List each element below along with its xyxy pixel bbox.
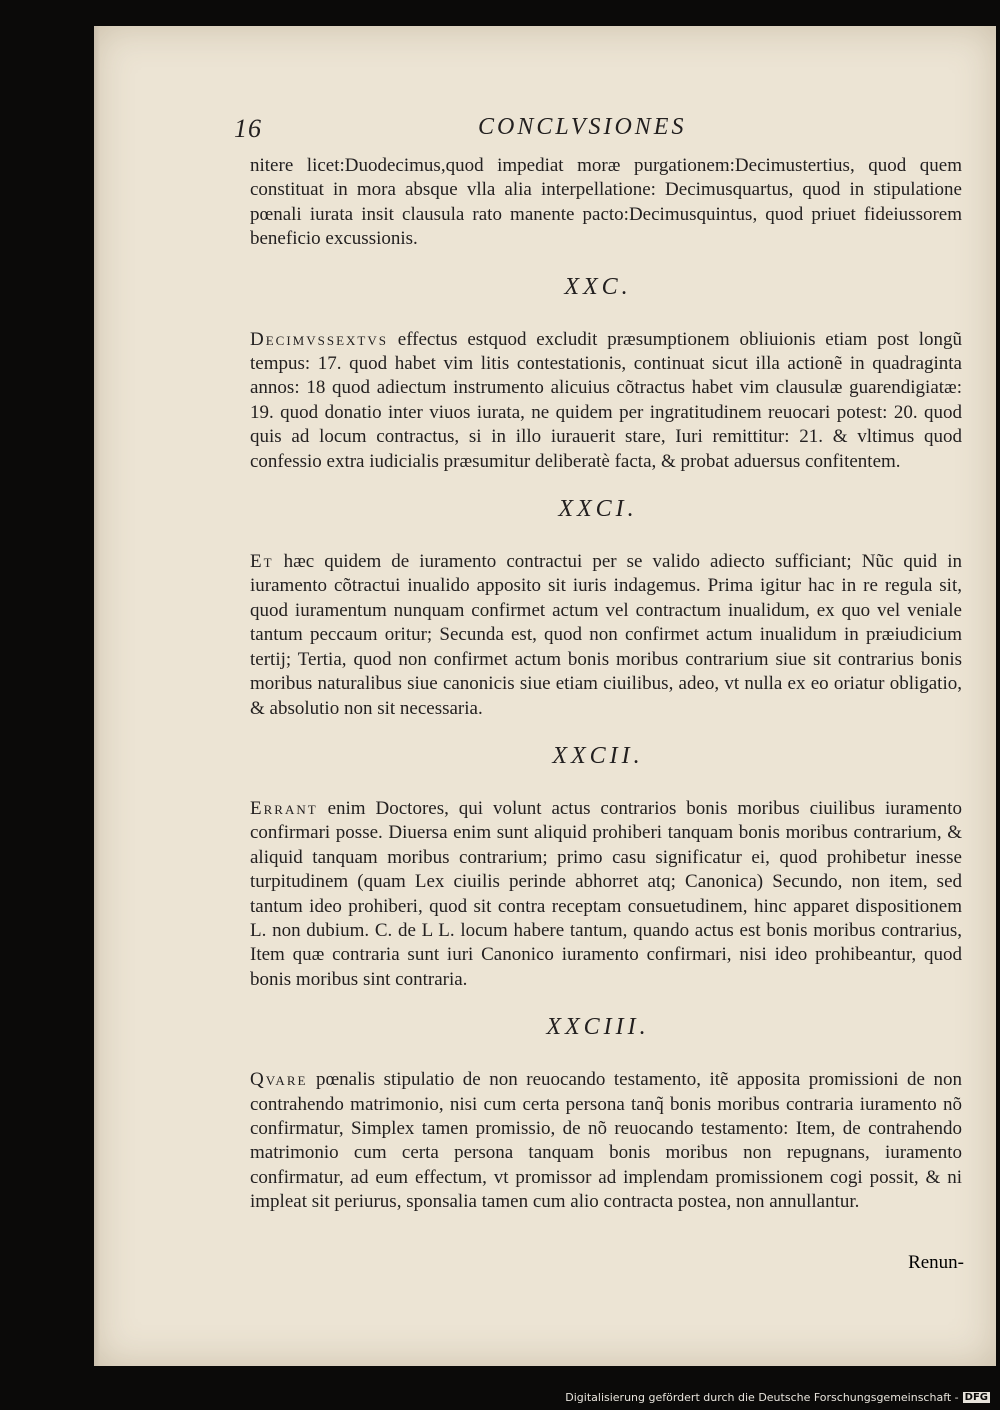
lead-word: Decimvssextvs [250, 328, 388, 350]
running-head: CONCLVSIONES [478, 114, 687, 140]
funding-credit: Digitalisierung gefördert durch die Deutsche Forschungsgemeinschaft - [565, 1391, 959, 1404]
section-title-xxci: XXCI. [558, 496, 638, 523]
digitization-footer [565, 1391, 990, 1404]
lead-word: Et [250, 551, 274, 573]
page-edge [94, 26, 100, 1366]
section-title-xxciii: XXCIII. [546, 1014, 650, 1041]
paragraph-text: enim Doctores, qui volunt actus contrarios bonis moribus ciuilibus iuramento confirmari posse. Diuersa enim sunt aliquid prohiberi tanquam bonis moribus contrarium, & aliquid tanquam moribus contrarium; primo casu significatur ei, quod prohibetur inesse turpitudinem (quam Lex ciuilis perinde abhorret atq; Canonica) Secundo, non item, sed tantum ideo prohiberi, quod sit contra receptam consuetudinem, hinc apparet dispositionem L. non dubium. C. de L L. locum habere tantum, quando actus est bonis moribus contrarius, Item quæ contraria sunt iuri Canonico iuramento confirmari, nisi ideo prohibeantur, quod bonis moribus sint contraria. [250, 797, 962, 990]
paragraph-xxci [250, 550, 962, 721]
section-title-xxc: XXC. [564, 273, 632, 300]
paragraph-text: effectus estquod excludit præsumptionem obliuionis etiam post longũ tempus: 17. quod habet vim litis contestationis, continuat sicut illa actionẽ in quadraginta annos: 18 quod adiectum instrumento alicuius cõtractus habet vim clausulæ guarendigiatæ: 19. quod donatio inter viuos iurata, ne quidem per ingratitudinem reuocari potest: 20. quod quis ad locum contractus, si in illo iurauerit stare, Iuri remittitur: 21. & vltimus quod confessio extra iudicialis præsumitur deliberatè facta, & probat aduersus confitentem. [250, 328, 962, 472]
paragraph-xxcii [250, 797, 962, 992]
page-header [152, 108, 964, 152]
paragraph-text: hæc quidem de iuramento contractui per se valido adiecto sufficiant; Nũc quid in iuramento cõtractui inualido apposito sit iuris indagemus. Prima igitur hac in re regula sit, quod iuramentum nunquam confirmet actum vel contractum inualidum, ex quo vel veniale tantum peccaum oritur; Secunda est, quod non confirmet actum inualidum in præiudicium tertij; Tertia, quod non confirmet actum bonis moribus contrarium siue sit contrarius bonis moribus naturalibus siue canonicis siue etiam ciuilibus, adeo, vt nulla ex eo oriatur obligatio, & absolutio non sit necessaria. [250, 551, 962, 719]
paragraph-continuation [250, 154, 962, 252]
section-title-xxcii: XXCII. [552, 742, 644, 769]
paragraph-text: nitere licet:Duodecimus,quod impediat moræ purgationem:Decimustertius, quod quem constituat in mora absque vlla alia interpellatione: Decimusquartus, quod in stipulatione pœnali iurata insit clausula rato manente pacto:Decimusquintus, quod priuet fideiussorem beneficio excussionis. [250, 155, 962, 250]
paragraph-xxc [250, 328, 962, 474]
paragraph-xxciii [250, 1068, 962, 1214]
paragraph-text: pœnalis stipulatio de non reuocando testamento, itẽ apposita promissioni de non contrahendo matrimonio, nisi cum certa persona tanq̃ bonis moribus contraria iuramento nõ confirmatur, Simplex tamen promissio, de nõ reuocando testamento: Item, de contrahendo matrimonio cum certa persona tanquam bonis moribus non repugnans, iuramento confirmatur, ad eum effectum, vt promissor ad implendam promissionem cogi possit, & ni impleat sit periurus, sponsalia tamen cum alio contracta postea, non annullantur. [250, 1069, 962, 1213]
page-number: 16 [234, 114, 262, 143]
lead-word: Errant [250, 797, 318, 819]
lead-word: Qvare [250, 1069, 308, 1091]
catchword: Renun- [908, 1252, 964, 1273]
dfg-logo: DFG [964, 1392, 988, 1403]
page-text [152, 108, 964, 1215]
